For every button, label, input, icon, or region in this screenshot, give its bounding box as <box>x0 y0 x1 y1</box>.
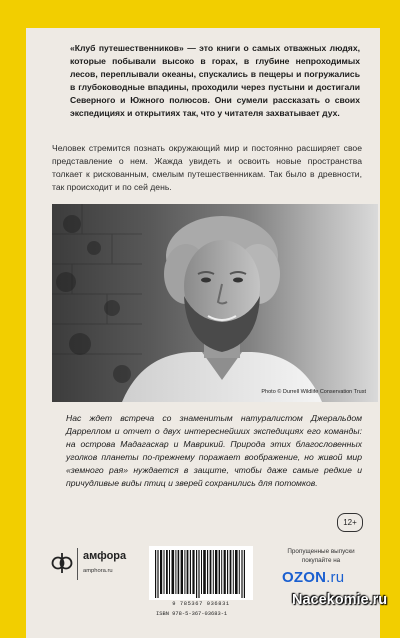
back-cover-panel <box>26 28 380 638</box>
missed-issues-promo-text: Пропущенные выпуски покупайте на <box>287 548 355 564</box>
series-theme-paragraph: Человек стремится познать окружающий мир и постоянно расширяет свое представление о нем. Жажда увидеть и освоить новые пространства толкает к рискованным, смелым путешественникам. Так было в древности, так происходит и по сей день. <box>52 143 362 192</box>
ozon-logo <box>282 569 344 586</box>
ozon-domain-suffix: .ru <box>326 569 345 586</box>
isbn-number: ISBN 978-5-367-03683-1 <box>156 611 228 617</box>
site-watermark: Nacekomie.ru <box>292 592 388 608</box>
barcode-image <box>149 546 253 600</box>
publisher-website: amphora.ru <box>83 568 113 574</box>
age-rating-badge: 12+ <box>337 513 363 532</box>
amphora-logo-icon <box>51 552 73 574</box>
series-intro-paragraph: «Клуб путешественников» — это книги о самых отважных людях, которые побывали высоко в горах, в глубине непроходимых лесов, переплывали океаны, спускались в пещеры и погружались в глубоководные впадины, проходили через пустыни и достигали Северного и Южного полюсов. Они сумели рассказать о своих экспедициях и открытиях так, что у читателя захватывает дух. <box>70 43 360 118</box>
author-portrait-photo <box>52 204 378 402</box>
book-description-paragraph: Нас ждет встреча со знаменитым натуралистом Джеральдом Дарреллом и отчет о двух интереснейших экспедициях его команды: на острова Мадагаскар и Маврикий. Природа этих благословенных уголков планеты по-прежнему поражает воображение, но живой мир «земного рая» нуждается в защите, чтобы даже самые редкие и причудливые виды птиц и зверей сохранились для потомков. <box>66 413 362 488</box>
portrait-illustration <box>52 204 378 402</box>
ozon-brand: OZON <box>282 569 327 586</box>
photo-credit: Photo © Durrell Wildlife Conservation Trust <box>261 389 366 395</box>
barcode-digits: 9 785367 036831 <box>172 601 230 607</box>
logo-divider <box>77 548 78 580</box>
publisher-name: амфора <box>83 550 127 562</box>
